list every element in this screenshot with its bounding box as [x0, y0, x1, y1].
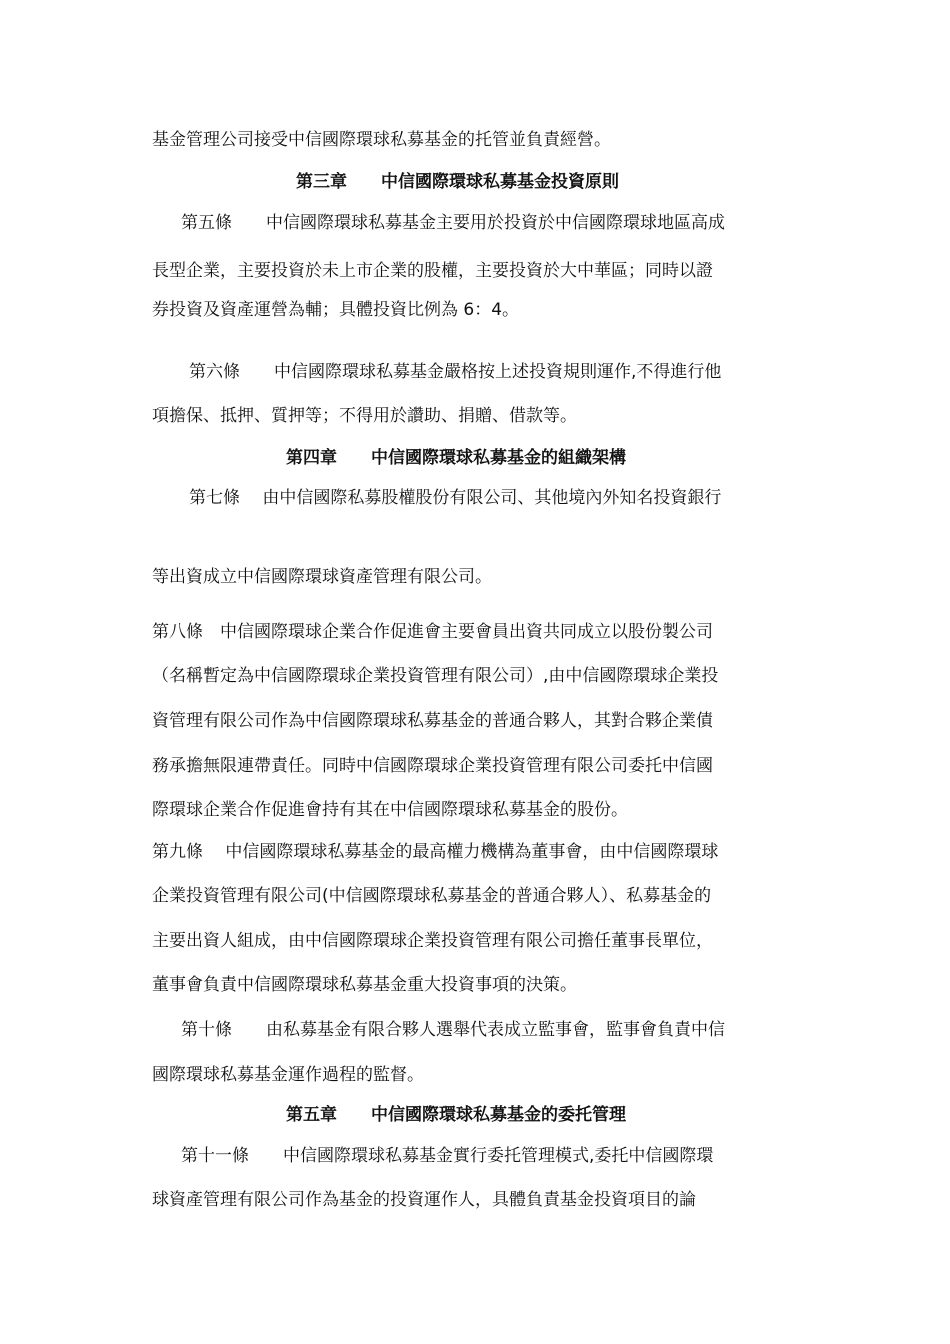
article-9-line: 第九條 中信國際環球私募基金的最高權力機構為董事會，由中信國際環球	[152, 842, 719, 862]
text-line: 長型企業，主要投資於未上市企業的股權，主要投資於大中華區；同時以證	[152, 261, 713, 281]
chapter-heading-4: 第四章 中信國際環球私募基金的組織架構	[286, 448, 626, 468]
article-8-line: 第八條 中信國際環球企業合作促進會主要會員出資共同成立以股份製公司	[152, 622, 713, 642]
text-line: 資管理有限公司作為中信國際環球私募基金的普通合夥人，其對合夥企業債	[152, 711, 713, 731]
text-line: 券投資及資產運營為輔；具體投資比例為 6：4。	[152, 300, 520, 320]
chapter-heading-5: 第五章 中信國際環球私募基金的委托管理	[286, 1105, 626, 1125]
text-line: （名稱暫定為中信國際環球企業投資管理有限公司）,由中信國際環球企業投	[152, 666, 719, 686]
text-line: 等出資成立中信國際環球資產管理有限公司。	[152, 567, 492, 587]
text-line: 項擔保、抵押、質押等；不得用於讚助、捐贈、借款等。	[152, 406, 577, 426]
text-line: 務承擔無限連帶責任。同時中信國際環球企業投資管理有限公司委托中信國	[152, 756, 713, 776]
text-line: 主要出資人組成，由中信國際環球企業投資管理有限公司擔任董事長單位，	[152, 931, 713, 951]
article-7-line: 第七條 由中信國際私募股權股份有限公司、其他境內外知名投資銀行	[189, 488, 722, 508]
text-line: 際環球企業合作促進會持有其在中信國際環球私募基金的股份。	[152, 800, 628, 820]
article-5-line: 第五條 中信國際環球私募基金主要用於投資於中信國際環球地區高成	[181, 213, 725, 233]
text-line: 國際環球私募基金運作過程的監督。	[152, 1065, 424, 1085]
text-line: 企業投資管理有限公司(中信國際環球私募基金的普通合夥人）、私募基金的	[152, 886, 712, 906]
text-line: 董事會負責中信國際環球私募基金重大投資事項的決策。	[152, 975, 577, 995]
article-6-line: 第六條 中信國際環球私募基金嚴格按上述投資規則運作,不得進行他	[189, 362, 722, 382]
text-line: 基金管理公司接受中信國際環球私募基金的托管並負責經營。	[152, 130, 611, 150]
chapter-heading-3: 第三章 中信國際環球私募基金投資原則	[296, 172, 619, 192]
article-10-line: 第十條 由私募基金有限合夥人選舉代表成立監事會，監事會負責中信	[181, 1020, 725, 1040]
article-11-line: 第十一條 中信國際環球私募基金實行委托管理模式,委托中信國際環	[181, 1146, 714, 1166]
text-line: 球資產管理有限公司作為基金的投資運作人，具體負責基金投資項目的論	[152, 1190, 696, 1210]
